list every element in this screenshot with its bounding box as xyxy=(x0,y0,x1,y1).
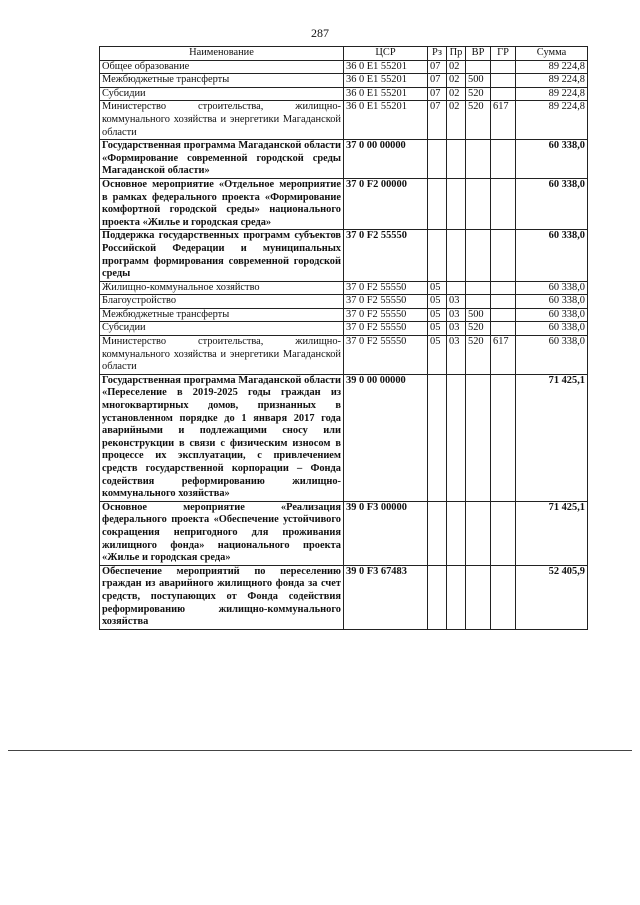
cell-rz: 05 xyxy=(428,281,447,295)
cell-gr xyxy=(491,295,516,309)
cell-name: Основное мероприятие «Реализация федерального проекта «Обеспечение устойчивого сокращения непригодного для проживания жилищного фонда» национального проекта «Жилье и городская среда» xyxy=(100,501,344,565)
cell-sum: 71 425,1 xyxy=(516,374,588,501)
table-row xyxy=(100,501,588,565)
cell-name: Поддержка государственных программ субъектов Российской Федерации и муниципальных программ формирования современной городской среды xyxy=(100,230,344,281)
table-body xyxy=(100,60,588,629)
cell-sum: 89 224,8 xyxy=(516,74,588,88)
cell-csr: 37 0 F2 55550 xyxy=(344,230,428,281)
cell-sum: 60 338,0 xyxy=(516,281,588,295)
cell-sum: 71 425,1 xyxy=(516,501,588,565)
cell-gr: 617 xyxy=(491,101,516,140)
cell-csr: 37 0 F2 55550 xyxy=(344,281,428,295)
cell-sum: 60 338,0 xyxy=(516,322,588,336)
cell-vr: 520 xyxy=(466,101,491,140)
cell-vr xyxy=(466,60,491,74)
table-row xyxy=(100,336,588,375)
cell-vr: 520 xyxy=(466,87,491,101)
cell-rz: 07 xyxy=(428,74,447,88)
cell-gr xyxy=(491,74,516,88)
cell-pr xyxy=(447,374,466,501)
cell-vr: 500 xyxy=(466,74,491,88)
cell-name: Межбюджетные трансферты xyxy=(100,308,344,322)
cell-name: Государственная программа Магаданской области «Формирование современной городской среды Магаданской области» xyxy=(100,140,344,179)
cell-name: Жилищно-коммунальное хозяйство xyxy=(100,281,344,295)
cell-pr xyxy=(447,565,466,629)
cell-gr xyxy=(491,60,516,74)
footer-divider xyxy=(8,750,632,751)
cell-gr xyxy=(491,140,516,179)
cell-gr xyxy=(491,374,516,501)
header-rz: Рз xyxy=(428,47,447,61)
table-row xyxy=(100,74,588,88)
cell-pr xyxy=(447,501,466,565)
cell-name: Министерство строительства, жилищно-коммунального хозяйства и энергетики Магаданской области xyxy=(100,101,344,140)
cell-name: Благоустройство xyxy=(100,295,344,309)
cell-sum: 89 224,8 xyxy=(516,60,588,74)
cell-vr xyxy=(466,565,491,629)
cell-gr xyxy=(491,565,516,629)
cell-vr xyxy=(466,295,491,309)
cell-csr: 39 0 F3 00000 xyxy=(344,501,428,565)
budget-table xyxy=(99,46,588,630)
cell-gr xyxy=(491,501,516,565)
table-row xyxy=(100,87,588,101)
table-row xyxy=(100,565,588,629)
cell-sum: 60 338,0 xyxy=(516,230,588,281)
page-number: 287 xyxy=(311,26,329,40)
header-pr: Пр xyxy=(447,47,466,61)
cell-rz xyxy=(428,230,447,281)
cell-sum: 52 405,9 xyxy=(516,565,588,629)
cell-gr xyxy=(491,308,516,322)
header-csr: ЦСР xyxy=(344,47,428,61)
cell-name: Субсидии xyxy=(100,87,344,101)
cell-pr xyxy=(447,140,466,179)
cell-csr: 39 0 00 00000 xyxy=(344,374,428,501)
table-row xyxy=(100,295,588,309)
cell-gr: 617 xyxy=(491,336,516,375)
header-gr: ГР xyxy=(491,47,516,61)
cell-csr: 37 0 00 00000 xyxy=(344,140,428,179)
cell-csr: 36 0 E1 55201 xyxy=(344,60,428,74)
table-header-row xyxy=(100,47,588,61)
cell-name: Межбюджетные трансферты xyxy=(100,74,344,88)
cell-rz: 05 xyxy=(428,308,447,322)
cell-csr: 37 0 F2 00000 xyxy=(344,178,428,229)
cell-rz xyxy=(428,178,447,229)
cell-csr: 36 0 E1 55201 xyxy=(344,101,428,140)
cell-sum: 60 338,0 xyxy=(516,178,588,229)
cell-csr: 39 0 F3 67483 xyxy=(344,565,428,629)
table-row xyxy=(100,281,588,295)
cell-sum: 89 224,8 xyxy=(516,87,588,101)
cell-name: Министерство строительства, жилищно-коммунального хозяйства и энергетики Магаданской области xyxy=(100,336,344,375)
cell-vr xyxy=(466,230,491,281)
cell-csr: 37 0 F2 55550 xyxy=(344,322,428,336)
cell-rz: 07 xyxy=(428,60,447,74)
cell-rz xyxy=(428,501,447,565)
header-sum: Сумма xyxy=(516,47,588,61)
cell-rz: 07 xyxy=(428,101,447,140)
table-row xyxy=(100,230,588,281)
cell-pr: 03 xyxy=(447,336,466,375)
cell-name: Субсидии xyxy=(100,322,344,336)
cell-sum: 89 224,8 xyxy=(516,101,588,140)
cell-csr: 36 0 E1 55201 xyxy=(344,87,428,101)
cell-sum: 60 338,0 xyxy=(516,140,588,179)
table-row xyxy=(100,308,588,322)
cell-pr: 03 xyxy=(447,308,466,322)
cell-vr: 520 xyxy=(466,322,491,336)
table-row xyxy=(100,101,588,140)
cell-pr xyxy=(447,230,466,281)
cell-sum: 60 338,0 xyxy=(516,308,588,322)
table-row xyxy=(100,60,588,74)
cell-rz xyxy=(428,140,447,179)
cell-name: Обеспечение мероприятий по переселению граждан из аварийного жилищного фонда за счет средств, поступающих от Фонда содействия реформированию жилищно-коммунального хозяйства xyxy=(100,565,344,629)
header-name: Наименование xyxy=(100,47,344,61)
cell-pr: 03 xyxy=(447,322,466,336)
cell-pr: 02 xyxy=(447,101,466,140)
cell-pr: 03 xyxy=(447,295,466,309)
cell-sum: 60 338,0 xyxy=(516,295,588,309)
cell-csr: 37 0 F2 55550 xyxy=(344,308,428,322)
cell-rz xyxy=(428,565,447,629)
cell-gr xyxy=(491,322,516,336)
cell-gr xyxy=(491,281,516,295)
cell-gr xyxy=(491,230,516,281)
cell-vr xyxy=(466,374,491,501)
table-row xyxy=(100,178,588,229)
cell-rz xyxy=(428,374,447,501)
cell-rz: 07 xyxy=(428,87,447,101)
cell-name: Государственная программа Магаданской области «Переселение в 2019-2025 годы граждан из многоквартирных домов, признанных в установленном порядке до 1 января 2017 года аварийными и подлежащими сносу или реконструкции в связи с физическим износом в процессе их эксплуатации, с привлечением средств государственной корпорации – Фонда содействия реформированию жилищно-коммунального хозяйства» xyxy=(100,374,344,501)
cell-vr xyxy=(466,281,491,295)
cell-pr: 02 xyxy=(447,60,466,74)
cell-vr: 500 xyxy=(466,308,491,322)
cell-pr xyxy=(447,281,466,295)
cell-rz: 05 xyxy=(428,295,447,309)
cell-vr: 520 xyxy=(466,336,491,375)
table-row xyxy=(100,322,588,336)
cell-vr xyxy=(466,178,491,229)
cell-gr xyxy=(491,87,516,101)
cell-pr xyxy=(447,178,466,229)
cell-csr: 37 0 F2 55550 xyxy=(344,295,428,309)
cell-gr xyxy=(491,178,516,229)
cell-vr xyxy=(466,501,491,565)
cell-pr: 02 xyxy=(447,74,466,88)
cell-csr: 37 0 F2 55550 xyxy=(344,336,428,375)
cell-pr: 02 xyxy=(447,87,466,101)
table-row xyxy=(100,140,588,179)
cell-rz: 05 xyxy=(428,336,447,375)
cell-vr xyxy=(466,140,491,179)
cell-name: Основное мероприятие «Отдельное мероприятие в рамках федерального проекта «Формирование комфортной городской среды» национального проекта «Жилье и городская среда» xyxy=(100,178,344,229)
header-vr: ВР xyxy=(466,47,491,61)
table-row xyxy=(100,374,588,501)
cell-sum: 60 338,0 xyxy=(516,336,588,375)
cell-rz: 05 xyxy=(428,322,447,336)
cell-name: Общее образование xyxy=(100,60,344,74)
cell-csr: 36 0 E1 55201 xyxy=(344,74,428,88)
